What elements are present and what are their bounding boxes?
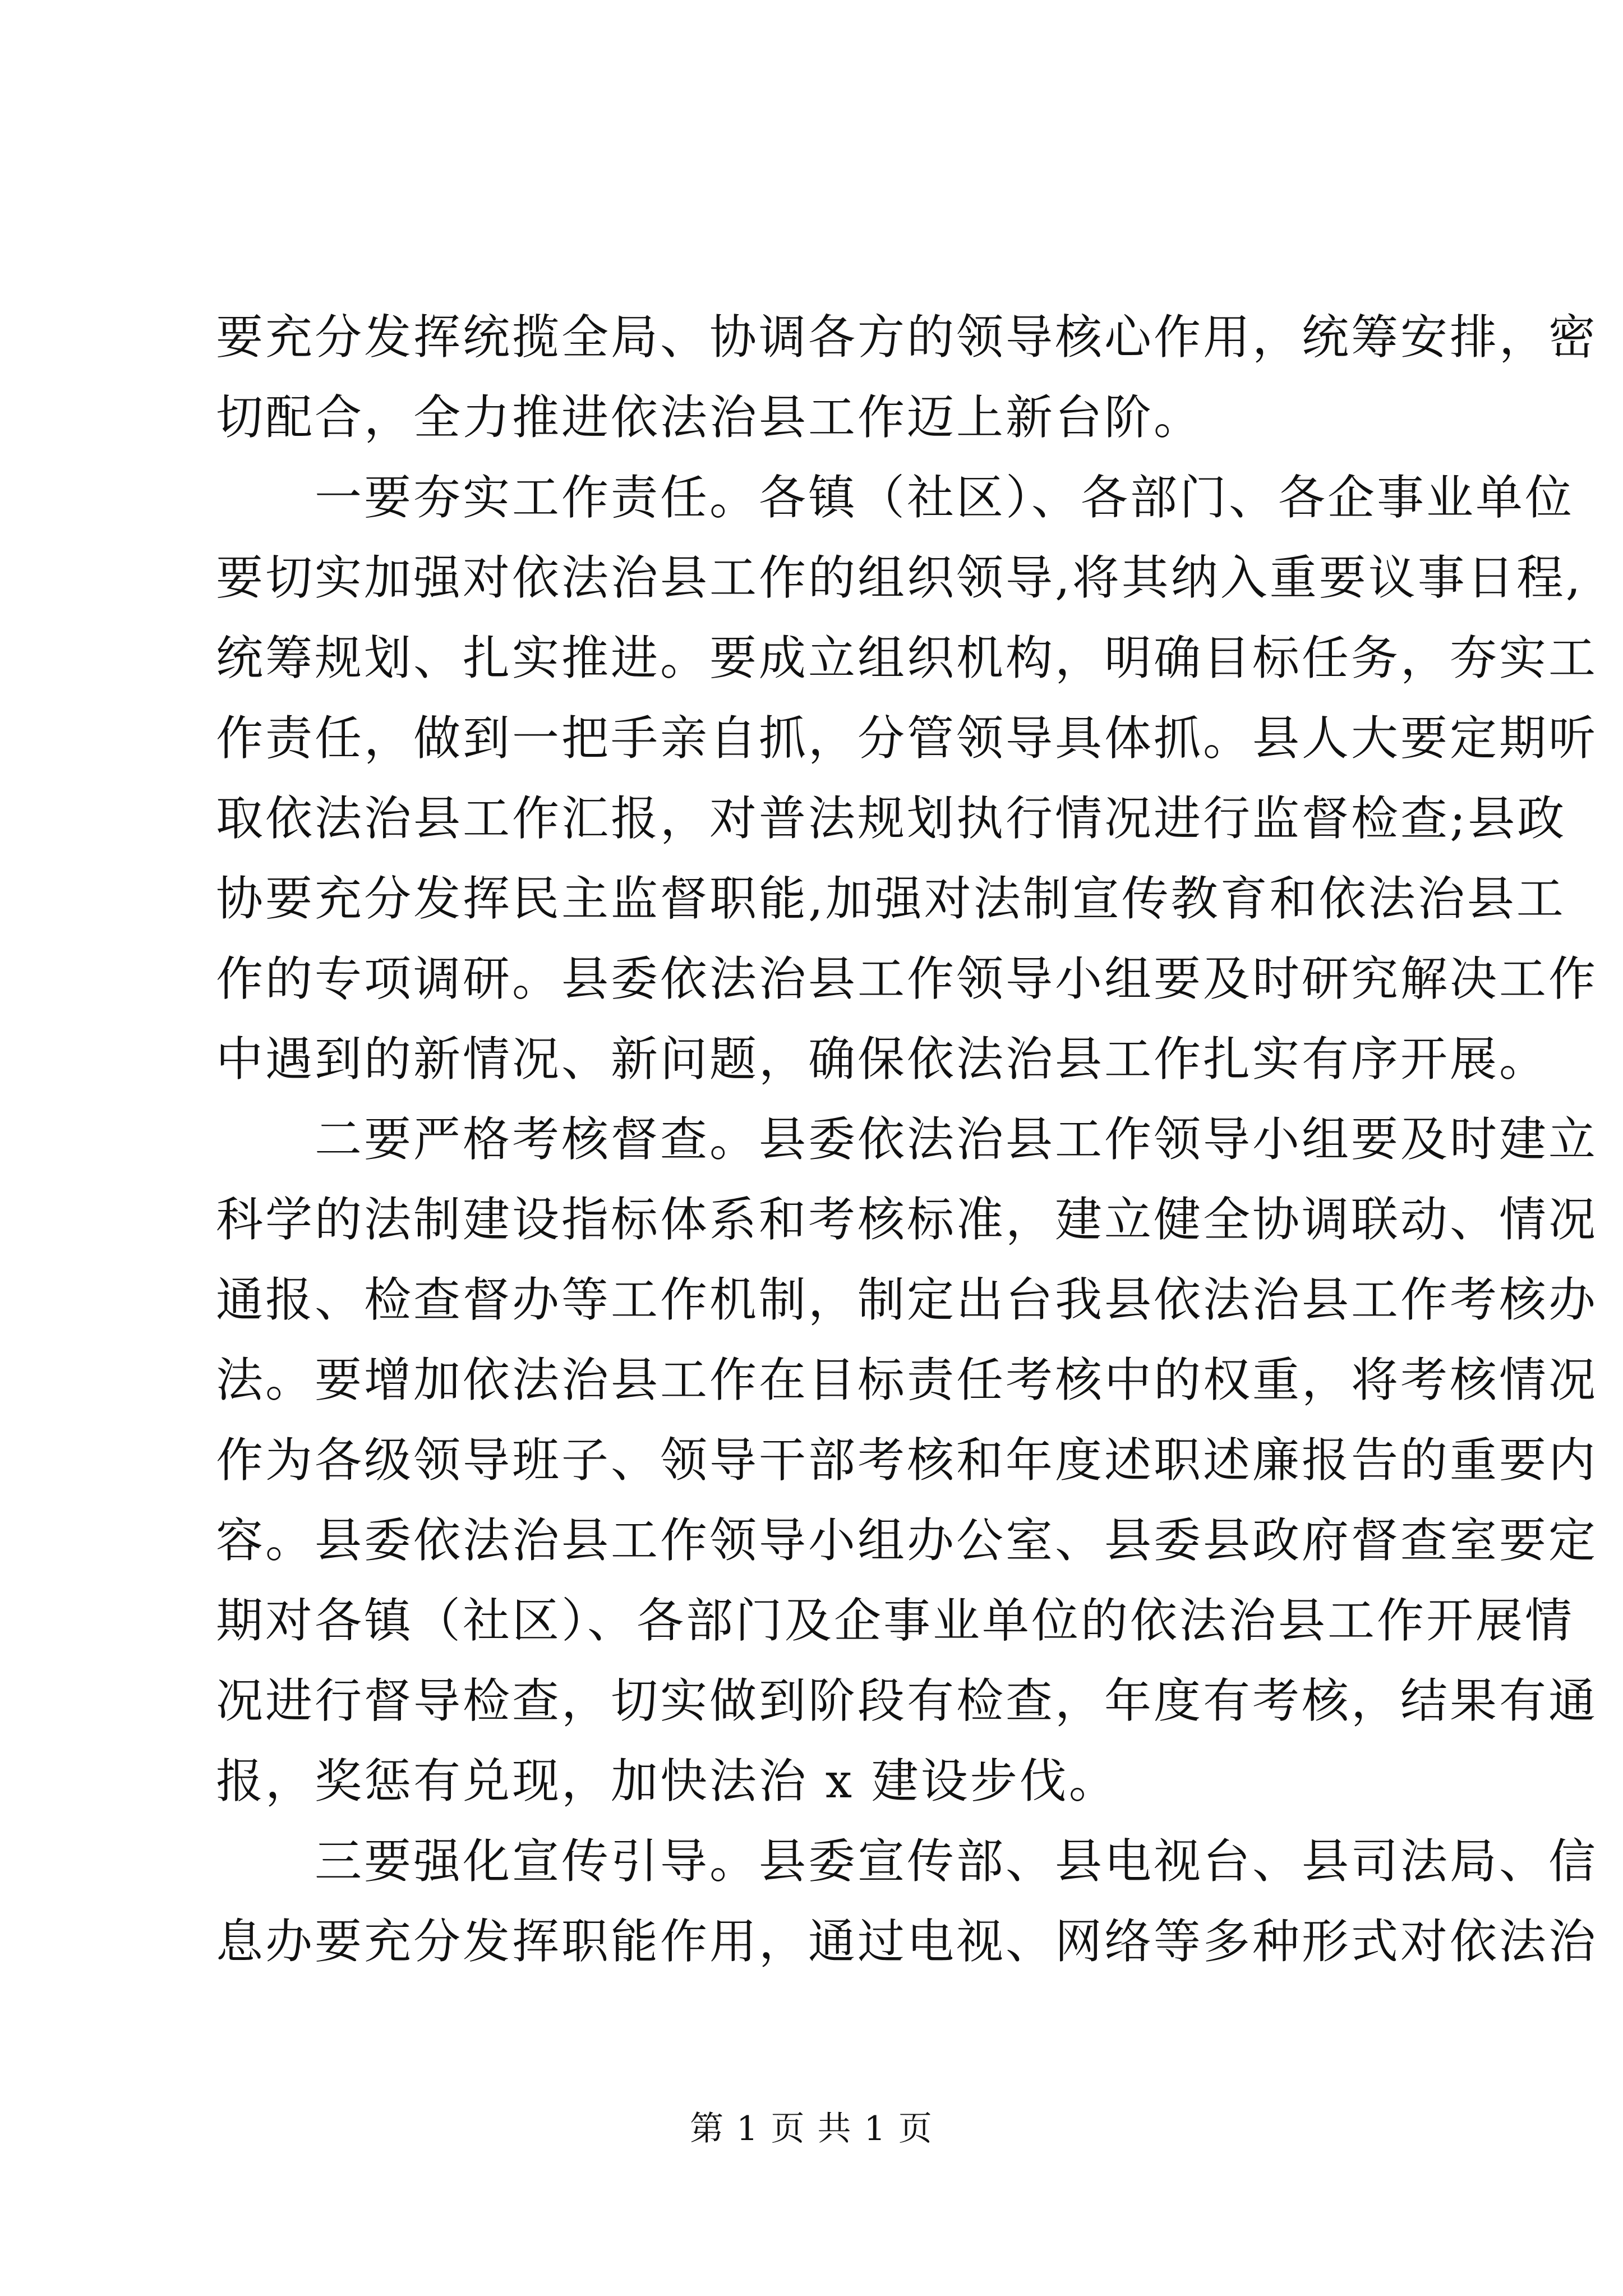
text-line: 容。县委依法治县工作领导小组办公室、县委县政府督查室要定 (216, 1513, 1598, 1568)
text-line: 统筹规划、扎实推进。要成立组织机构，明确目标任务，夯实工 (216, 631, 1598, 685)
text-line: 法。要增加依法治县工作在目标责任考核中的权重，将考核情况 (216, 1352, 1598, 1407)
text-line: 况进行督导检查，切实做到阶段有检查，年度有考核，结果有通 (216, 1673, 1598, 1728)
text-line: 中遇到的新情况、新问题，确保依法治县工作扎实有序开展。 (216, 1032, 1549, 1087)
text-line: 取依法治县工作汇报，对普法规划执行情况进行监督检查;县政 (216, 791, 1567, 846)
text-line: 通报、检查督办等工作机制，制定出台我县依法治县工作考核办 (216, 1272, 1598, 1327)
body-text (216, 297, 1598, 1982)
text-line: 作的专项调研。县委依法治县工作领导小组要及时研究解决工作 (216, 951, 1598, 1006)
text-line: 协要充分发挥民主监督职能,加强对法制宣传教育和依法治县工 (216, 871, 1566, 926)
text-line: 三要强化宣传引导。县委宣传部、县电视台、县司法局、信 (315, 1834, 1598, 1889)
text-line: 切配合，全力推进依法治县工作迈上新台阶。 (216, 390, 1204, 445)
text-line: 息办要充分发挥职能作用，通过电视、网络等多种形式对依法治 (216, 1914, 1598, 1969)
text-line: 要切实加强对依法治县工作的组织领导,将其纳入重要议事日程, (216, 550, 1583, 605)
text-line: 期对各镇（社区）、各部门及企事业单位的依法治县工作开展情 (216, 1593, 1575, 1648)
text-line: 作责任，做到一把手亲自抓，分管领导具体抓。县人大要定期听 (216, 711, 1598, 766)
text-line: 作为各级领导班子、领导干部考核和年度述职述廉报告的重要内 (216, 1433, 1598, 1488)
text-line: 要充分发挥统揽全局、协调各方的领导核心作用，统筹安排，密 (216, 310, 1598, 365)
page-footer: 第 1 页 共 1 页 (690, 2109, 933, 2148)
text-line: 报，奖惩有兑现，加快法治 x 建设步伐。 (216, 1754, 1118, 1809)
text-line: 二要严格考核督查。县委依法治县工作领导小组要及时建立 (315, 1112, 1598, 1167)
text-line: 一要夯实工作责任。各镇（社区）、各部门、各企事业单位 (315, 470, 1575, 525)
text-line: 科学的法制建设指标体系和考核标准，建立健全协调联动、情况 (216, 1192, 1598, 1247)
